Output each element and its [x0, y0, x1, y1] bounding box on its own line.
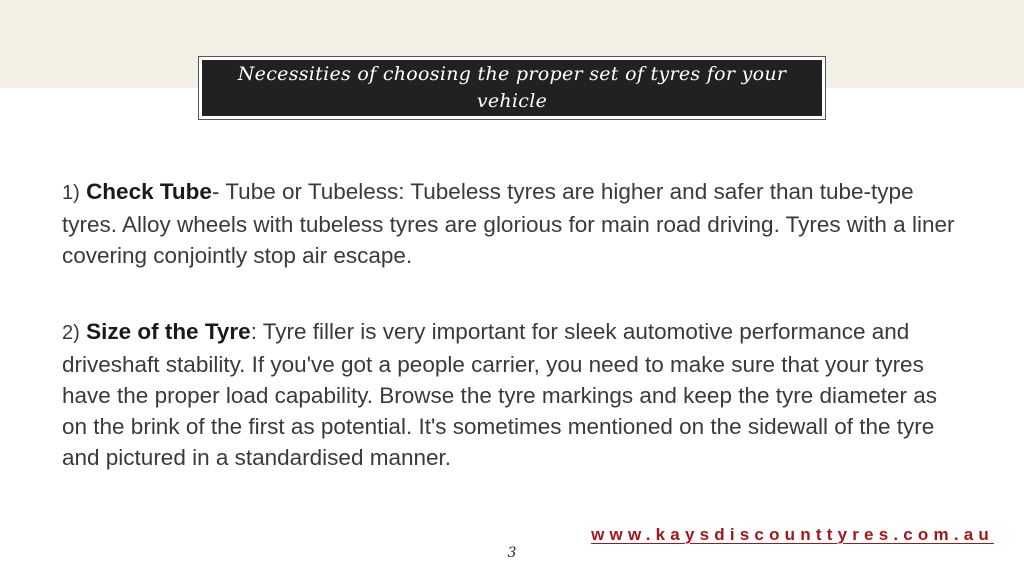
- point-1-number: 1): [62, 182, 80, 204]
- slide-title: Necessities of choosing the proper set of tyres for your vehicle: [237, 63, 787, 112]
- point-2-separator: :: [250, 319, 263, 344]
- page-number: 3: [507, 545, 517, 561]
- point-2-text: Tyre filler is very important for sleek automotive performance and driveshaft stability. If you've got a people carrier, you need to make sure that your tyres have the proper load capability. Browse the tyre markings and keep the tyre diameter as on the brink of the first as potential. It's sometimes mentioned on the sidewall of the tyre and pictured in a standardised manner.: [62, 319, 938, 470]
- point-1-heading: Check Tube: [86, 179, 212, 204]
- point-2-heading: Size of the Tyre: [86, 319, 251, 344]
- point-1-separator: -: [211, 179, 226, 204]
- point-2-number: 2): [62, 322, 80, 344]
- title-box: [202, 60, 822, 116]
- point-1: [62, 176, 967, 271]
- website-link[interactable]: www.kaysdiscounttyres.com.au: [591, 525, 994, 544]
- title-frame: [198, 56, 826, 120]
- point-1-text: Tube or Tubeless: Tubeless tyres are higher and safer than tube-type tyres. Alloy wheels with tubeless tyres are glorious for main road driving. Tyres with a liner covering conjointly stop air escape.: [62, 179, 955, 268]
- point-2: [62, 316, 967, 473]
